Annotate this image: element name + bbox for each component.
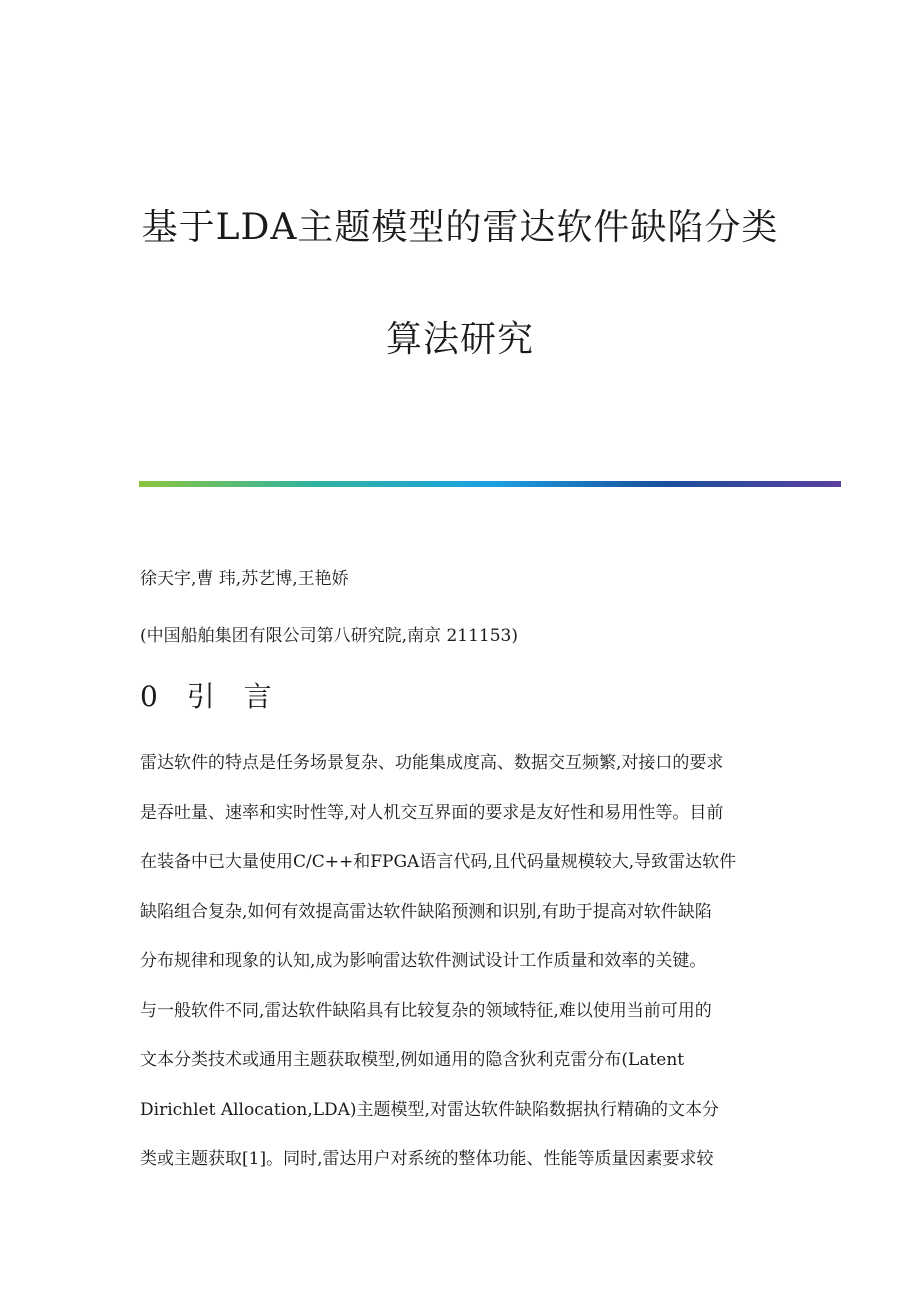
author-list: 徐天宇,曹 玮,苏艺博,王艳娇 xyxy=(140,569,349,589)
body-line: 与一般软件不同,雷达软件缺陷具有比较复杂的领域特征,难以使用当前可用的 xyxy=(140,1000,712,1021)
body-line: 文本分类技术或通用主题获取模型,例如通用的隐含狄利克雷分布(Latent xyxy=(140,1050,685,1070)
paper-title xyxy=(0,206,920,362)
body-line: Dirichlet Allocation,LDA)主题模型,对雷达软件缺陷数据执行精确的文本分 xyxy=(140,1099,719,1120)
body-line: 雷达软件的特点是任务场景复杂、功能集成度高、数据交互频繁,对接口的要求 xyxy=(140,753,724,773)
body-line: 分布规律和现象的认知,成为影响雷达软件测试设计工作质量和效率的关键。 xyxy=(140,951,707,971)
body-line: 缺陷组合复杂,如何有效提高雷达软件缺陷预测和识别,有助于提高对软件缺陷 xyxy=(140,901,712,922)
body-line: 在装备中已大量使用C/C++和FPGA语言代码,且代码量规模较大,导致雷达软件 xyxy=(140,852,737,872)
title-line-2: 算法研究 xyxy=(385,319,534,360)
body-text xyxy=(140,752,780,1198)
affiliation: (中国船舶集团有限公司第八研究院,南京 211153) xyxy=(140,626,518,646)
section-heading-introduction: 0 引 言 xyxy=(140,680,282,713)
body-line: 类或主题获取[1]。同时,雷达用户对系统的整体功能、性能等质量因素要求较 xyxy=(140,1149,714,1169)
gradient-divider xyxy=(139,481,841,487)
title-line-1: 基于LDA主题模型的雷达软件缺陷分类 xyxy=(141,207,779,248)
body-line: 是吞吐量、速率和实时性等,对人机交互界面的要求是友好性和易用性等。目前 xyxy=(140,802,724,823)
